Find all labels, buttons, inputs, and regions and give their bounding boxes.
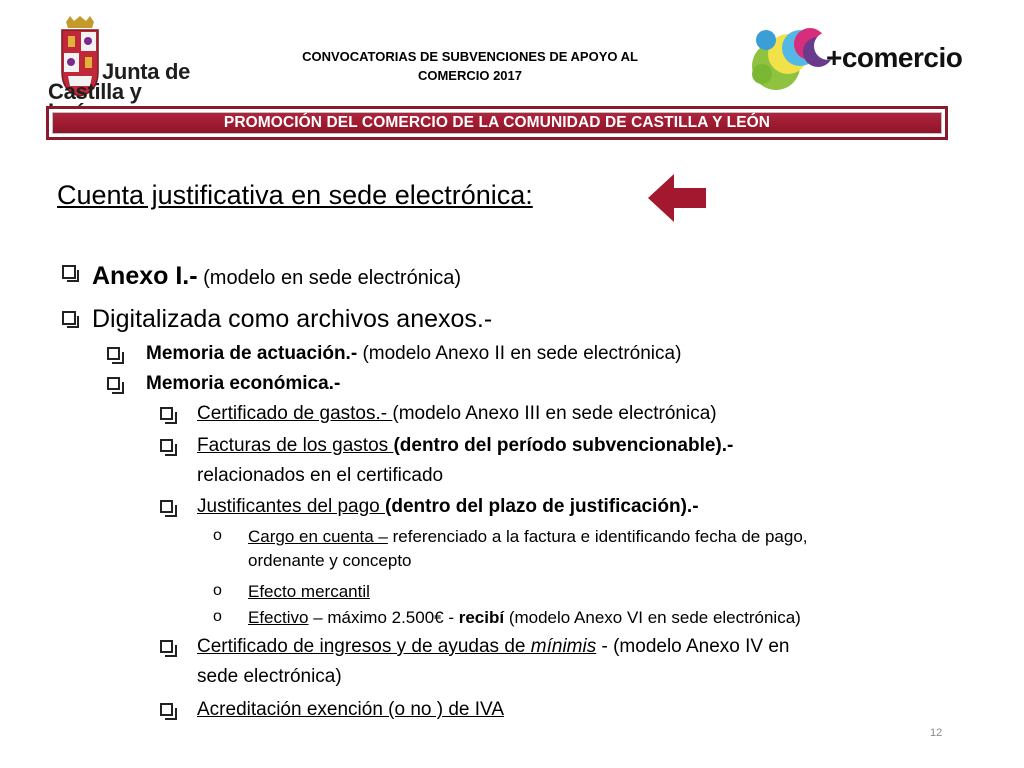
certificado-ingresos-note-line-2: sede electrónica) [197, 666, 342, 687]
checkbox-bullet-icon [160, 703, 173, 716]
comercio-circles-icon [748, 24, 838, 96]
efectivo-label: Efectivo [248, 608, 309, 627]
cargo-label: Cargo en cuenta – [248, 527, 388, 546]
circle-bullet-icon: o [213, 582, 222, 599]
checkbox-bullet-icon [160, 640, 173, 653]
comercio-logo [748, 24, 968, 96]
certificado-ingresos-minimis: mínimis [530, 636, 597, 657]
circle-bullet-icon: o [213, 608, 222, 625]
list-item-efectivo [248, 606, 801, 630]
header-title [270, 47, 670, 85]
justificantes-label: Justificantes del pago [197, 496, 386, 517]
checkbox-bullet-icon [107, 377, 120, 390]
checkbox-bullet-icon [107, 347, 120, 360]
list-item-justificantes [197, 492, 699, 522]
list-item-anexo [92, 262, 461, 291]
list-item-memoria-actuacion [146, 343, 681, 365]
list-item-certificado-ingresos [197, 632, 790, 692]
left-arrow-icon [648, 172, 708, 224]
header-title-line-1: CONVOCATORIAS DE SUBVENCIONES DE APOYO AL [302, 49, 638, 64]
junta-castilla-leon-logo [46, 16, 196, 104]
title-banner [46, 106, 948, 140]
list-item-certificado-gastos [197, 399, 717, 429]
certificado-gastos-label: Certificado de gastos.- [197, 403, 393, 424]
banner-text: PROMOCIÓN DEL COMERCIO DE LA COMUNIDAD DE CASTILLA Y LEÓN [223, 114, 771, 131]
justificantes-condition: (dentro del plazo de justificación).- [385, 496, 699, 517]
efectivo-recibi: recibí [458, 608, 505, 627]
certificado-gastos-note: (modelo Anexo III en sede electrónica) [392, 403, 717, 424]
cargo-note-line-2: ordenante y concepto [248, 551, 412, 570]
memoria-actuacion-label: Memoria de actuación.- [146, 343, 358, 364]
list-item-cargo-cuenta [248, 525, 808, 573]
section-heading: Cuenta justificativa en sede electrónica: [57, 180, 533, 210]
checkbox-bullet-icon [160, 407, 173, 420]
checkbox-bullet-icon [62, 311, 76, 325]
circle-bullet-icon: o [213, 527, 222, 544]
list-item-efecto-mercantil: Efecto mercantil [248, 582, 370, 601]
cargo-note: referenciado a la factura e identificando fecha de pago, [387, 527, 808, 546]
certificado-ingresos-label: Certificado de ingresos y de ayudas de [197, 636, 531, 657]
list-item-facturas [197, 431, 733, 491]
facturas-condition: (dentro del período subvencionable).- [393, 435, 734, 456]
list-item-memoria-economica: Memoria económica.- [146, 373, 341, 394]
checkbox-bullet-icon [160, 500, 173, 513]
org-line-2: Castilla y [48, 79, 142, 104]
org-line-1: Junta de [102, 59, 191, 84]
anexo-label: Anexo I.- [92, 262, 198, 290]
checkbox-bullet-icon [160, 439, 173, 452]
comercio-brand: +comercio [826, 42, 963, 73]
list-item-digitalizada: Digitalizada como archivos anexos.- [92, 305, 493, 333]
list-item-acreditacion-iva: Acreditación exención (o no ) de IVA [197, 699, 504, 720]
efectivo-limit: – máximo 2.500€ - [308, 608, 459, 627]
anexo-note: (modelo en sede electrónica) [197, 267, 462, 289]
page-number: 12 [930, 727, 943, 739]
facturas-label: Facturas de los gastos [197, 435, 394, 456]
memoria-actuacion-note: (modelo Anexo II en sede electrónica) [357, 343, 682, 364]
facturas-note: relacionados en el certificado [197, 465, 444, 486]
checkbox-bullet-icon [62, 265, 76, 279]
certificado-ingresos-note: - (modelo Anexo IV en [596, 636, 790, 657]
efectivo-note: (modelo Anexo VI en sede electrónica) [504, 608, 801, 627]
header-title-line-2: COMERCIO 2017 [417, 68, 523, 83]
